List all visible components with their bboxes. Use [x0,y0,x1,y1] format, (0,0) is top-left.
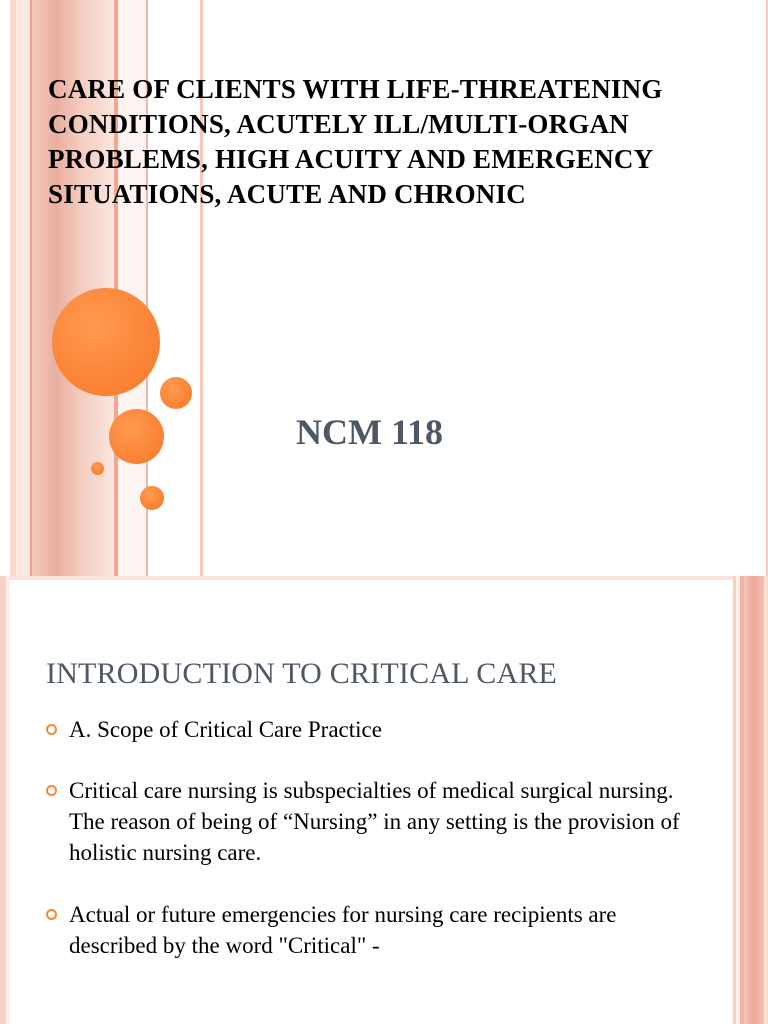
decorative-stripe [6,576,9,1024]
section-heading: INTRODUCTION TO CRITICAL CARE [46,657,558,690]
circle-bullet-icon [46,785,57,796]
list-item [46,775,706,868]
list-item [46,714,706,745]
bullet-list [46,714,706,961]
orange-circle-icon [109,409,164,464]
content-slide [0,576,768,1024]
orange-circle-icon [140,486,164,510]
circle-bullet-icon [46,724,57,735]
bullet-text: Critical care nursing is subspecialties of medical surgical nursing. The reason of being of “Nursing” in any setting is the provision of holistic nursing care. [69,778,680,865]
decorative-stripe [744,576,764,1024]
decorative-stripe [0,576,768,580]
orange-circle-icon [52,288,160,396]
list-item [46,899,706,961]
bullet-text: A. Scope of Critical Care Practice [69,717,382,742]
orange-circle-icon [91,462,104,475]
circle-bullet-icon [46,909,57,920]
slide-title: CARE OF CLIENTS WITH LIFE-THREATENING CONDITIONS, ACUTELY ILL/MULTI-ORGAN PROBLEMS, HIGH ACUITY AND EMERGENCY SITUATIONS, ACUTE AND CHRONIC [48,74,663,209]
bullet-text: Actual or future emergencies for nursing care recipients are described by the word "Critical" - [69,902,617,958]
decorative-stripe [764,576,768,1024]
decorative-stripe [0,0,10,576]
course-code: NCM 118 [296,412,443,452]
orange-circle-icon [160,377,192,409]
decorative-stripe [16,0,30,576]
